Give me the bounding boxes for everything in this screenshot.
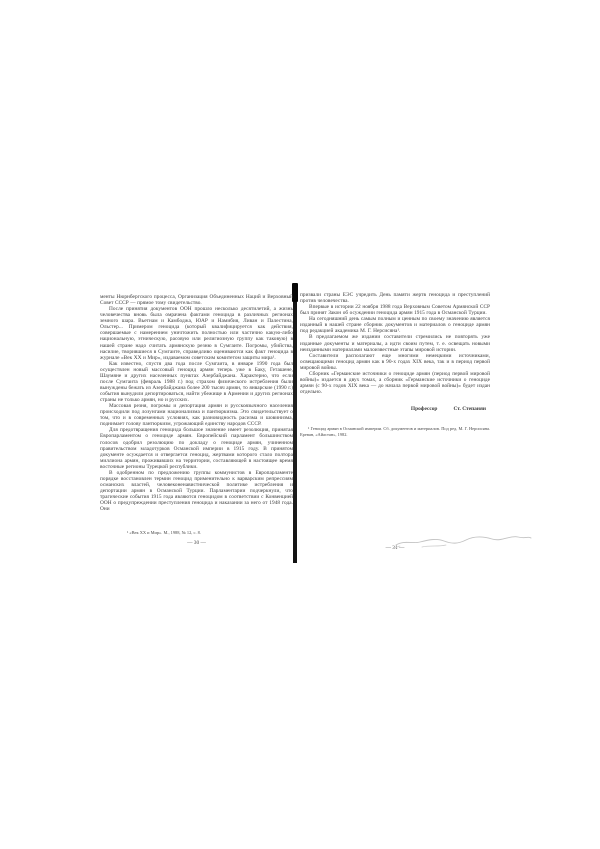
body-paragraph: На сегодняшний день самым полным и ценным по своему значению является изданный в нашей стране сборник документов и материалов о геноциде армян под редакцией академика М. Г. Нерсисяна¹. [300, 316, 490, 335]
body-paragraph: Как известно, спустя два года после Сумгаита, в январе 1990 года был осуществлен новый массовый геноцид армян теперь уже в Баку, Геташене, Шаумяне и других населенных пунктах Азербайджана. Характерно, что если после Сумгаита (февраль 1988 г.) под страхом физического истребления были вынуждены бежать из Азербайджана более 200 тысяч армян, то январские (1990 г.) события вынудили депортироваться, найти убежище в Армении и других регионах страны не только армян, но и русских. [100, 360, 293, 404]
body-paragraph: Составители располагают еще многими немецкими источниками, освещающими геноцид армян как в 90-х годах XIX века, так и в период первой мировой войны. [300, 352, 490, 371]
body-paragraph: В одобренном по предложению группы коммунистов в Европарламенте порядке восстановлен термин геноцид применительно к варварским репрессиям османских властей, человеконенавистнической политике истребления и депортации армян в Османской Турции. Парламентарии подчеркнули, что трагические события 1915 года являются геноцидом в соответствии с Конвенцией ООН о предупреждении преступления геноцида и наказании за него от 1948 года. Они [100, 469, 293, 513]
page-number-left: — 30 — [187, 540, 206, 546]
signature-title: Профессор [410, 406, 438, 412]
body-paragraph: Массовая резня, погромы и депортация армян и русскоязычного населения происходили под лозунгами национализма и пантюркизма. Это свидетельствует о том, что и в современных условиях, как разновидность расизма и шовинизма, поднимает голову пантюркизм, угрожающий единству народов СССР. [100, 403, 293, 428]
page-left-text-block [100, 294, 293, 512]
page-number-right: — 31 — [385, 545, 405, 551]
author-signature [300, 406, 486, 412]
book-spine-shadow [293, 283, 297, 563]
body-paragraph: В предлагаемом же издании составители стремились не повторять уже изданные документы и материалы, а идти своим путем, т. е. освещать новыми неизданными материалами малоизвестные этапы мировой истории. [300, 334, 490, 353]
footnote-left: ¹ «Век XX и Мир». М., 1988, № 12, с. 8. [127, 530, 201, 535]
body-paragraph: Впервые в истории 22 ноября 1988 года Верховным Советом Армянской ССР был принят Закон об осуждении геноцида армян 1915 года в Османской Турции. [300, 304, 490, 317]
body-paragraph: менты Нюрнбергского процесса, Организация Объединенных Наций и Верховный Совет СССР — прямое тому свидетельство. [100, 294, 293, 307]
body-paragraph: Для предотвращения геноцида большое значение имеет резолюция, принятая Европарламентом о геноциде армян. Европейский парламент большинством голосов одобрил резолюцию по докладу о геноциде армян, учиненном правительством младотурков Османской империи в 1915 году. В принятом документе осуждается и отвергается геноцид, жертвами которого стало полтора миллиона армян, проживавших на территории, составляющей в настоящее время восточные регионы Турецкой республики. [100, 427, 293, 470]
signature-name: Ст. Степанян [453, 406, 486, 412]
footnote-right: ¹ Геноцид армян в Османской империи. Сб. документов и материалов. Под ред. М. Г. Нерсисяна. Ереван, «Айастан», 1982. [300, 426, 490, 437]
page-right-text-block [300, 292, 490, 395]
body-paragraph: призвали страны ЕЭС учредить День памяти жертв геноцида и преступлений против человечества. [300, 292, 490, 305]
pencil-scribble [392, 532, 534, 550]
body-paragraph: Сборник «Германские источники о геноциде армян (период первой мировой войны)» издается в двух томах, а сборник «Германские источники о геноциде армян (с 90-х годов XIX века — до начала первой мировой войны)» будет издан отдельно. [300, 370, 490, 395]
body-paragraph: После принятия документов ООН прошло несколько десятилетий, а жизнь человечества вновь была омрачена фактами геноцида в различных регионах земного шара. Вьетнам и Камбоджа, ЮАР и Намибия, Ливан и Палестина, Ольстер... Примером геноцида (который квалифицируется как действия, совершаемые с намерением уничтожить полностью или частично какую-либо национальную, этническую, расовую или религиозную группу как таковую) в нашей стране надо считать армянскую резню в Сумгаите. Погромы, убийства, насилие, творившиеся в Сумгаите, справедливо оцениваются как факт геноцида в журнале «Век XX и Мир», издаваемом советским комитетом защиты мира¹. [100, 306, 293, 361]
